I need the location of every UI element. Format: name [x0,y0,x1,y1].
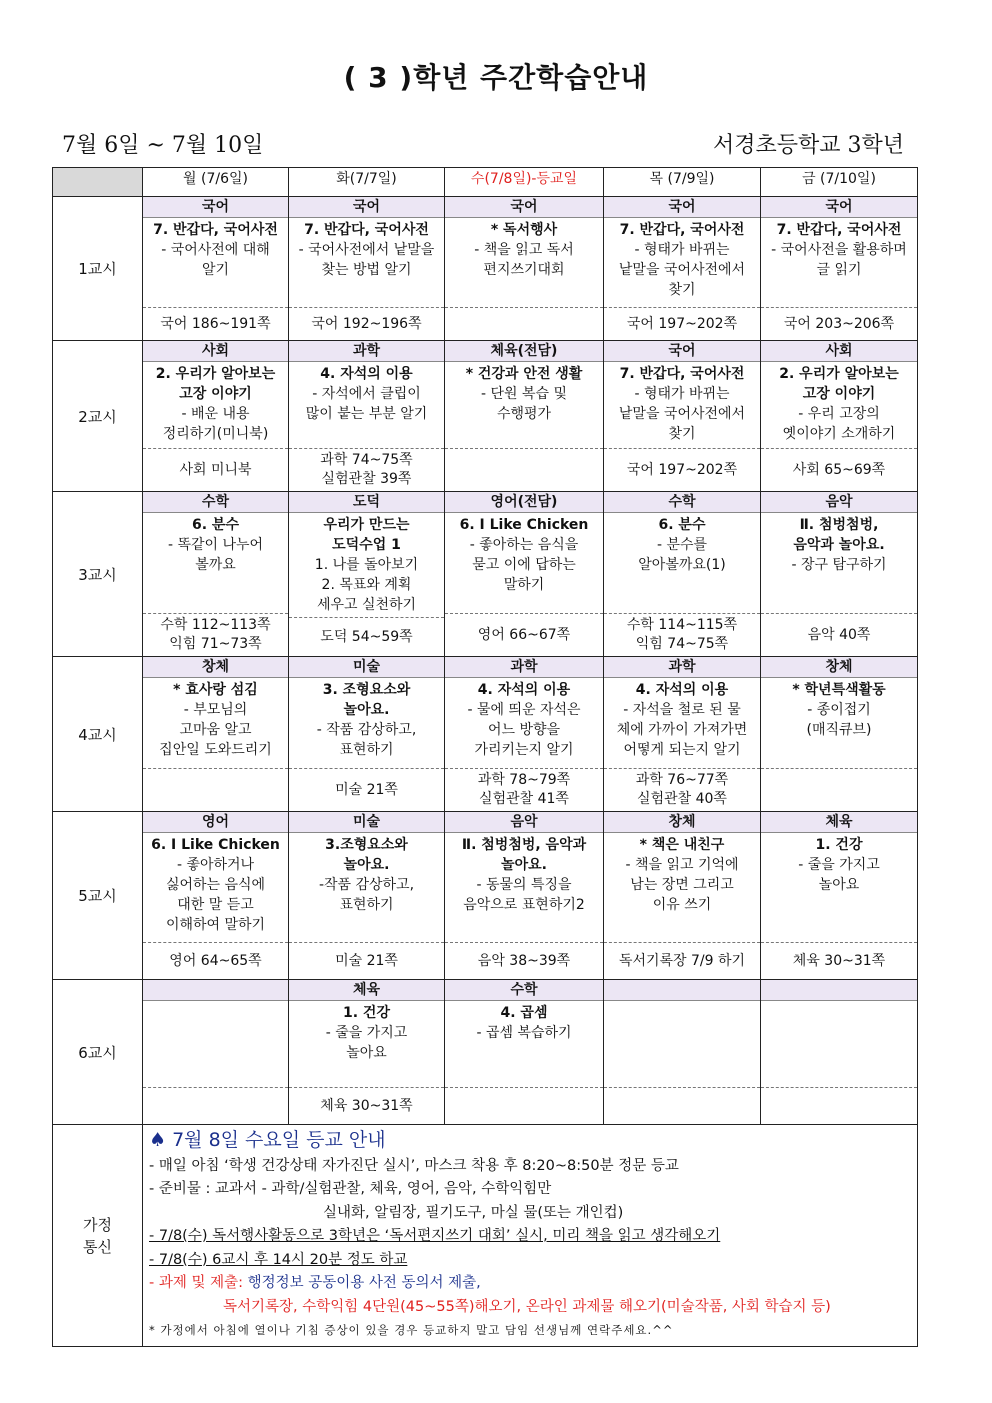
textbook-pages [143,768,288,811]
lesson-description: - 부모님의 고마움 알고 집안일 도와드리기 [159,702,272,758]
subject-label: 체육 [761,812,917,833]
lesson-title: 2. 우리가 알아보는 고장 이야기 [155,366,276,402]
lesson-content [761,362,917,448]
lesson-title: 7. 반갑다, 국어사전 [153,222,278,238]
lesson-description: - 형태가 바뀌는 낱말을 국어사전에서 찾기 [618,386,746,442]
day-header: 수(7/8일)-등교일 [445,168,604,197]
page-title: ( 3 )학년 주간학습안내 [343,61,649,94]
subject-label: 영어 [143,812,288,833]
period-label: 4교시 [53,657,143,812]
period-row [53,492,918,657]
period-row [53,657,918,812]
textbook-pages [761,768,917,811]
home-notice-label: 가정 통신 [53,1125,143,1347]
lesson-description: - 좋아하는 음식을 묻고 이에 답하는 말하기 [469,537,579,593]
period-label: 5교시 [53,812,143,980]
textbook-pages [604,1087,760,1124]
lesson-content [289,833,444,942]
lesson-title: Ⅱ. 첨벙첨벙, 음악과 놀아요. [461,837,587,873]
schedule-cell [289,657,445,812]
schedule-cell [143,341,289,492]
textbook-pages: 수학 112~113쪽 익힘 71~73쪽 [143,613,288,656]
lesson-content [445,678,603,768]
notice-line: - 매일 아침 ‘학생 건강상태 자가진단 실시’, 마스크 착용 후 8:20~8:50분 정문 등교 [149,1157,679,1174]
textbook-pages [445,1087,603,1124]
subject-label: 수학 [143,492,288,513]
schedule-cell [761,341,918,492]
lesson-title: 4. 자석의 이용 [635,682,729,698]
lesson-content [289,513,444,617]
period-label: 3교시 [53,492,143,657]
textbook-pages [761,1087,917,1124]
subject-label: 수학 [445,980,603,1001]
subject-label: 체육(전담) [445,341,603,362]
schedule-cell [143,492,289,657]
lesson-content [143,218,288,307]
schedule-cell [143,197,289,341]
lesson-title: 6. 분수 [658,517,706,533]
schedule-cell [289,492,445,657]
subject-label: 국어 [604,341,760,362]
lesson-content [445,362,603,448]
lesson-title: 6. I Like Chicken [151,837,280,853]
subject-label [604,980,760,1001]
date-range: 7월 6일 ~ 7월 10일 [62,133,264,158]
textbook-pages: 국어 186~191쪽 [143,307,288,340]
schedule-cell [604,657,761,812]
lesson-title: * 효사랑 섬김 [173,682,258,698]
schedule-cell [289,197,445,341]
schedule-cell [289,980,445,1125]
textbook-pages: 국어 197~202쪽 [604,448,760,491]
notice-line [149,1272,911,1296]
lesson-title: * 건강과 안전 생활 [465,366,583,382]
lesson-description: - 배운 내용 정리하기(미니북) [162,406,269,442]
textbook-pages [445,448,603,491]
schedule-cell [445,341,604,492]
lesson-description: - 우리 고장의 옛이야기 소개하기 [782,406,896,442]
subject-label: 수학 [604,492,760,513]
lesson-description: - 작품 감상하고, 표현하기 [316,722,417,758]
lesson-description: - 책을 읽고 독서 편지쓰기대회 [474,242,574,278]
lesson-title: 4. 곱셈 [500,1005,548,1021]
lesson-description: 1. 나를 돌아보기 2. 목표와 계획 세우고 실천하기 [314,557,419,613]
lesson-content [604,362,760,448]
subject-label: 국어 [604,197,760,218]
notice-line: - 7/8(수) 독서행사활동으로 3학년은 ‘독서편지쓰기 대회’ 실시, 미리 책을 읽고 생각해오기 [149,1228,721,1244]
lesson-content [445,218,603,307]
lesson-description: - 국어사전에 대해 알기 [161,242,270,278]
lesson-title: 1. 건강 [815,837,863,853]
school-name: 서경초등학교 3학년 [712,133,904,158]
lesson-content [761,833,917,942]
textbook-pages: 음악 40쪽 [761,613,917,656]
lesson-description: - 줄을 가지고 놀아요 [798,857,880,893]
lesson-content [445,513,603,613]
schedule-cell [289,341,445,492]
home-notice-row [53,1125,918,1347]
period-label: 1교시 [53,197,143,341]
subject-label: 창체 [143,657,288,678]
day-header: 금 (7/10일) [761,168,918,197]
textbook-pages: 국어 197~202쪽 [604,307,760,340]
lesson-content [289,1001,444,1087]
subject-label [143,980,288,1001]
lesson-title: 4. 자석의 이용 [477,682,571,698]
textbook-pages [445,307,603,340]
lesson-content [445,833,603,942]
lesson-description: -작품 감상하고, 표현하기 [318,877,415,913]
lesson-title: Ⅱ. 첨벙첨벙, 음악과 놀아요. [793,517,885,553]
schedule-cell [445,812,604,980]
lesson-title: 4. 자석의 이용 [320,366,413,382]
lesson-content [143,513,288,613]
lesson-title: 2. 우리가 알아보는 고장 이야기 [779,366,899,402]
lesson-title: 7. 반갑다, 국어사전 [619,222,745,238]
home-notice-content [143,1125,918,1347]
period-row [53,341,918,492]
lesson-title: 6. 분수 [192,517,239,533]
subject-label: 창체 [761,657,917,678]
schedule-cell [604,197,761,341]
subject-label: 국어 [143,197,288,218]
lesson-title: 7. 반갑다, 국어사전 [619,366,745,382]
period-label: 6교시 [53,980,143,1125]
lesson-description: - 단원 복습 및 수행평가 [480,386,568,422]
subject-label: 과학 [289,341,444,362]
subject-label: 영어(전담) [445,492,603,513]
schedule-cell [143,812,289,980]
lesson-description: - 장구 탐구하기 [791,557,887,573]
lesson-title: 6. I Like Chicken [459,517,589,533]
lesson-content [604,218,760,307]
lesson-description: - 동물의 특징을 음악으로 표현하기2 [463,877,585,913]
notice-line: - 7/8(수) 6교시 후 14시 20분 정도 하교 [149,1251,408,1268]
textbook-pages: 영어 64~65쪽 [143,942,288,979]
subject-label: 음악 [761,492,917,513]
textbook-pages: 도덕 54~59쪽 [289,617,444,656]
lesson-title: * 책은 내친구 [639,837,725,853]
lesson-content [761,678,917,768]
lesson-description: - 국어사전에서 낱말을 찾는 방법 알기 [298,242,435,278]
lesson-title: 7. 반갑다, 국어사전 [304,222,429,238]
textbook-pages: 독서기록장 7/9 하기 [604,942,760,979]
notice-line: 실내화, 알림장, 필기도구, 마실 물(또는 개인컵) [323,1204,624,1221]
lesson-description: - 자석을 철로 된 물 체에 가까이 가져가면 어떻게 되는지 알기 [616,702,748,758]
textbook-pages: 음악 38~39쪽 [445,942,603,979]
schedule-cell [604,492,761,657]
textbook-pages: 사회 미니북 [143,448,288,491]
lesson-content [143,1001,288,1087]
notice-heading [149,1129,911,1153]
schedule-cell [761,197,918,341]
subject-label: 미술 [289,812,444,833]
lesson-content [143,678,288,768]
lesson-content [604,513,760,613]
lesson-title: 3. 조형요소와 놀아요. [322,682,411,718]
subject-label: 도덕 [289,492,444,513]
textbook-pages: 국어 203~206쪽 [761,307,917,340]
textbook-pages [143,1087,288,1124]
lesson-description: - 국어사전을 활용하며 글 읽기 [771,242,907,278]
lesson-description: - 책을 읽고 기억에 남는 장면 그리고 이유 쓰기 [625,857,739,913]
subject-label: 과학 [445,657,603,678]
period-row [53,197,918,341]
schedule-cell [445,657,604,812]
schedule-cell [604,341,761,492]
day-header: 화(7/7일) [289,168,445,197]
schedule-cell [604,812,761,980]
lesson-description: - 줄을 가지고 놀아요 [325,1025,408,1061]
textbook-pages: 체육 30~31쪽 [761,942,917,979]
lesson-content [289,678,444,768]
lesson-content [445,1001,603,1087]
day-header: 월 (7/6일) [143,168,289,197]
lesson-content [143,362,288,448]
subject-label: 창체 [604,812,760,833]
textbook-pages: 사회 65~69쪽 [761,448,917,491]
lesson-description: - 좋아하거나 싫어하는 음식에 대한 말 듣고 이해하여 말하기 [165,857,266,933]
period-row [53,812,918,980]
schedule-cell [604,980,761,1125]
weekly-schedule-table [52,167,918,1347]
subject-label: 국어 [289,197,444,218]
notice-blue-text: 행정정보 공동이용 사전 동의서 제출, [247,1275,481,1291]
corner-cell [53,168,143,197]
textbook-pages: 과학 78~79쪽 실험관찰 41쪽 [445,768,603,811]
lesson-description: - 분수를 알아볼까요(1) [638,537,726,573]
lesson-title: 7. 반갑다, 국어사전 [776,222,902,238]
textbook-pages: 영어 66~67쪽 [445,613,603,656]
textbook-pages: 체육 30~31쪽 [289,1087,444,1124]
lesson-content [761,513,917,613]
lesson-title: 1. 건강 [343,1005,390,1021]
notice-red-text: - 과제 및 제출: [149,1275,248,1291]
lesson-title: * 학년특색활동 [792,682,886,698]
schedule-cell [289,812,445,980]
subject-label: 음악 [445,812,603,833]
lesson-content [289,218,444,307]
schedule-cell [445,492,604,657]
textbook-pages: 국어 192~196쪽 [289,307,444,340]
textbook-pages: 미술 21쪽 [289,768,444,811]
period-label: 2교시 [53,341,143,492]
subject-label [761,980,917,1001]
lesson-description: - 자석에서 클립이 많이 붙는 부분 알기 [305,386,428,422]
lesson-description: - 똑같이 나누어 볼까요 [167,537,264,573]
textbook-pages: 과학 76~77쪽 실험관찰 40쪽 [604,768,760,811]
schedule-cell [445,980,604,1125]
textbook-pages: 수학 114~115쪽 익힘 74~75쪽 [604,613,760,656]
schedule-cell [761,657,918,812]
notice-footer: * 가정에서 아침에 열이나 기침 증상이 있을 경우 등교하지 말고 담임 선생님께 연락주세요.^^ [149,1323,674,1337]
subject-label: 사회 [143,341,288,362]
notice-line: - 준비물 : 교과서 - 과학/실험관찰, 체육, 영어, 음악, 수학익힘만 [149,1181,552,1197]
schedule-cell [143,657,289,812]
period-row [53,980,918,1125]
textbook-pages: 미술 21쪽 [289,942,444,979]
lesson-content [761,218,917,307]
lesson-content [604,833,760,942]
notice-heading-text: 7월 8일 수요일 등교 안내 [172,1129,386,1151]
schedule-cell [761,980,918,1125]
lesson-content [289,362,444,448]
subject-label: 국어 [445,197,603,218]
subject-label: 미술 [289,657,444,678]
schedule-cell [445,197,604,341]
schedule-cell [143,980,289,1125]
lesson-content [604,678,760,768]
lesson-content [143,833,288,942]
lesson-title: 3.조형요소와 놀아요. [325,837,408,873]
schedule-cell [761,812,918,980]
subject-label: 사회 [761,341,917,362]
notice-line: 독서기록장, 수학익힘 4단원(45~55쪽)해오기, 온라인 과제물 해오기(미술작품, 사회 학습지 등) [223,1298,831,1315]
textbook-pages: 과학 74~75쪽 실험관찰 39쪽 [289,448,444,491]
day-header-row [53,168,918,197]
lesson-title: * 독서행사 [490,222,558,238]
lesson-content [761,1001,917,1087]
lesson-content [604,1001,760,1087]
subject-label: 과학 [604,657,760,678]
subject-label: 국어 [761,197,917,218]
subject-label: 체육 [289,980,444,1001]
lesson-description: - 곱셈 복습하기 [476,1025,572,1041]
lesson-description: - 형태가 바뀌는 낱말을 국어사전에서 찾기 [618,242,746,298]
lesson-title: 우리가 만드는 도덕수업 1 [323,517,410,553]
lesson-description: - 물에 띄운 자석은 어느 방향을 가리키는지 알기 [467,702,581,758]
day-header: 목 (7/9일) [604,168,761,197]
spade-icon: ♠ [149,1129,167,1151]
lesson-description: - 종이접기 (매직큐브) [806,702,872,738]
schedule-cell [761,492,918,657]
